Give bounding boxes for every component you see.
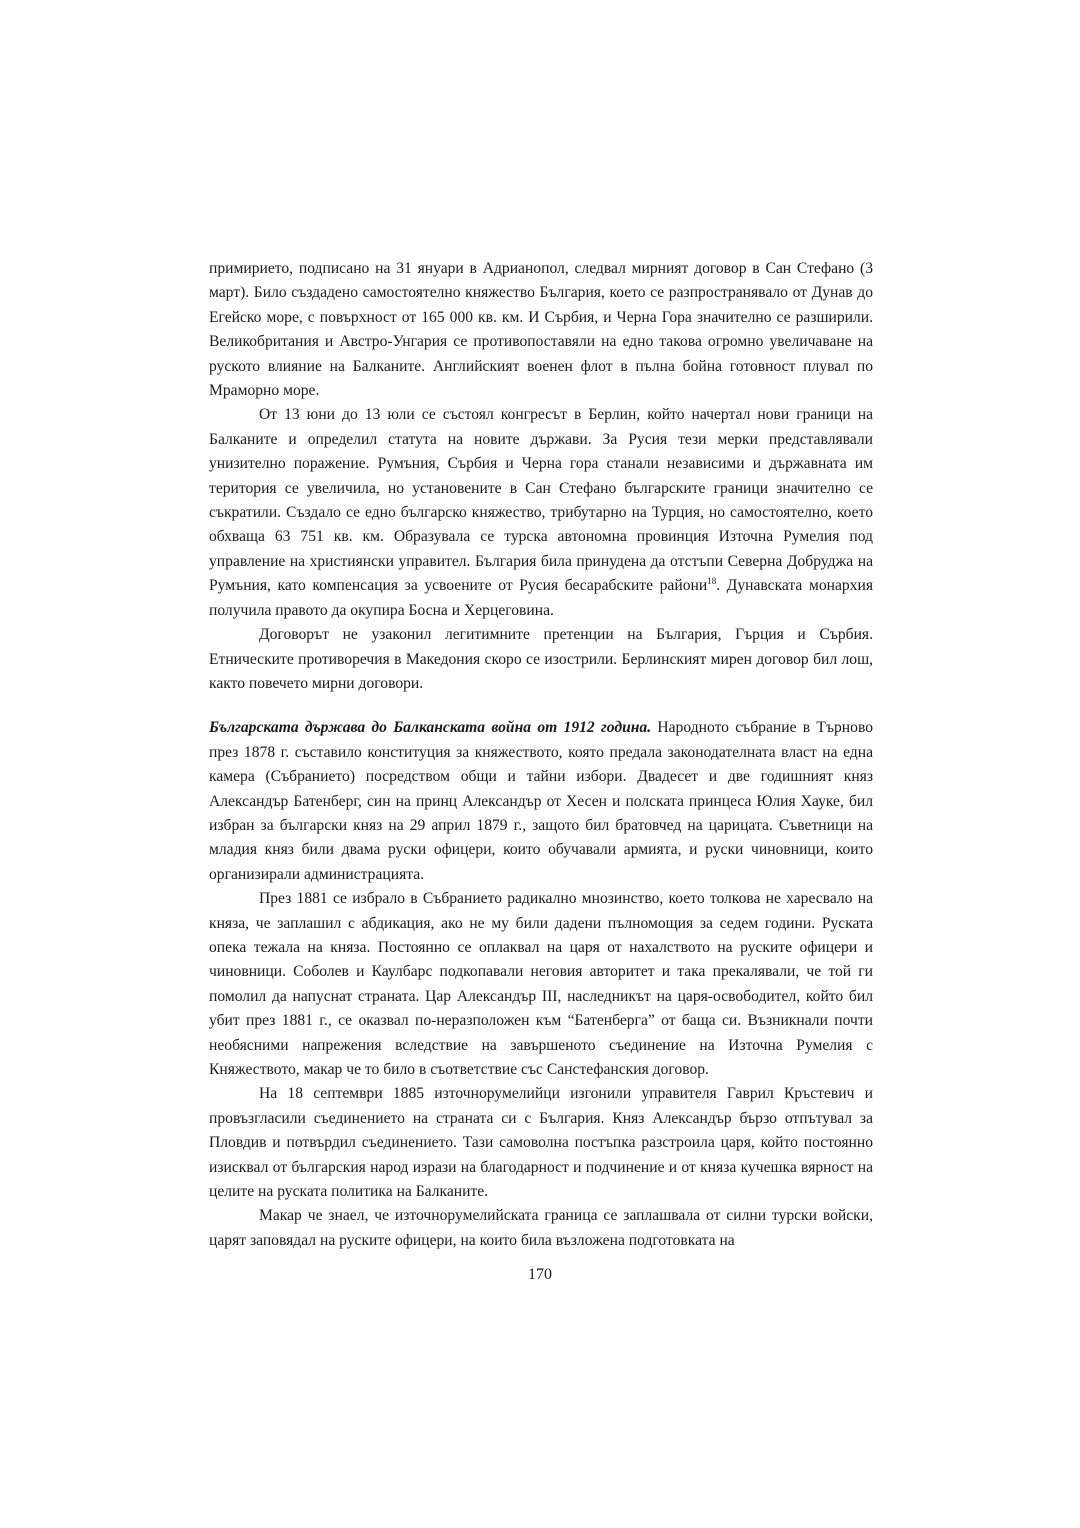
page-body — [209, 257, 873, 1253]
paragraph-2 — [209, 403, 873, 623]
paragraph-3 — [209, 623, 873, 696]
paragraph-7-text: Макар че знаел, че източнорумелийската граница се заплашвала от силни турски войски, царят заповядал на руските офицери, на които била възложена подготовката на — [209, 1207, 873, 1249]
paragraph-4 — [209, 716, 873, 887]
section-gap — [209, 696, 873, 716]
footnote-marker[interactable]: 18 — [707, 576, 717, 587]
paragraph-1-text: примирието, подписано на 31 януари в Адрианопол, следвал мирният договор в Сан Стефано (3 март). Било създадено самостоятелно княжество България, което се разпространявало от Дунав до Егейско море, с повърхност от 165 000 кв. км. И Сърбия, и Черна Гора значително се разширили. Великобритания и Австро-Унгария се противопоставяли на едно такова огромно увеличаване на руското влияние на Балканите. Английският военен флот в пълна бойна готовност плувал по Мраморно море. — [209, 260, 873, 400]
paragraph-2-tail: . Дунавската монархия получила правото да окупира Босна и Херцеговина. — [209, 577, 873, 619]
page-number: 170 — [528, 1266, 552, 1283]
paragraph-5-text: През 1881 се избрало в Събранието радикално мнозинство, което толкова не харесвало на княза, че заплашил с абдикация, ако не му били дадени пълномощия за седем години. Руската опека тежала на княза. Постоянно се оплаквал на царя от нахалството на руските офицери и чиновници. Соболев и Каулбарс подкопавали неговия авторитет и така прекалявали, че той ги помолил да напуснат страната. Цар Александър III, наследникът на царя-освободител, който бил убит през 1881 г., се оказвал по-неразположен към “Батенберга” от баща си. Възникнали почти необясними напрежения вследствие на завършеното съединение на Източна Румелия с Княжеството, макар че то било в съответствие със Санстефанския договор. — [209, 890, 873, 1078]
paragraph-2-text: От 13 юни до 13 юли се състоял конгресът в Берлин, който начертал нови граници на Балканите и определил статута на новите държави. За Русия тези мерки представлявали унизително поражение. Румъния, Сърбия и Черна гора станали независими и държавната им територия се увеличила, но установените в Сан Стефано българските граници значително се съкратили. Създало се едно българско княжество, трибутарно на Турция, но самостоятелно, което обхваща 63 751 кв. км. Образувала се турска автономна провинция Източна Румелия под управление на християнски управител. България била принудена да отстъпи Северна Добруджа на Румъния, като компенсация за усвоените от Русия бесарабските райони — [209, 406, 873, 595]
paragraph-4-text: Народното събрание в Търново през 1878 г. съставило конституция за княжеството, която предала законодателната власт на една камера (Събранието) посредством общи и тайни избори. Двадесет и две годишният княз Александър Батенберг, син на принц Александър от Хесен и полската принцеса Юлия Хауке, бил избран за български княз на 29 април 1879 г., защото бил братовчед на царицата. Съветници на младия княз били двама руски офицери, които обучавали армията, и руски чиновници, които организирали администрацията. — [209, 719, 873, 883]
paragraph-3-text: Договорът не узаконил легитимните претенции на България, Гърция и Сърбия. Етническите противоречия в Македония скоро се изострили. Берлинският мирен договор бил лош, както повечето мирни договори. — [209, 626, 873, 692]
paragraph-6 — [209, 1082, 873, 1204]
paragraph-1 — [209, 257, 873, 403]
section-heading: Българската държава до Балканската война от 1912 година. — [209, 719, 652, 737]
paragraph-6-text: На 18 септември 1885 източнорумелийци изгонили управителя Гаврил Кръстевич и провъзгласили съединението на страната си с България. Княз Александър бързо отпътувал за Пловдив и потвърдил съединението. Тази самоволна постъпка разстроила царя, който постоянно изисквал от българския народ изрази на благодарност и подчинение и от княза кучешка вярност на целите на руската политика на Балканите. — [209, 1085, 873, 1201]
paragraph-5 — [209, 887, 873, 1082]
paragraph-7 — [209, 1204, 873, 1253]
